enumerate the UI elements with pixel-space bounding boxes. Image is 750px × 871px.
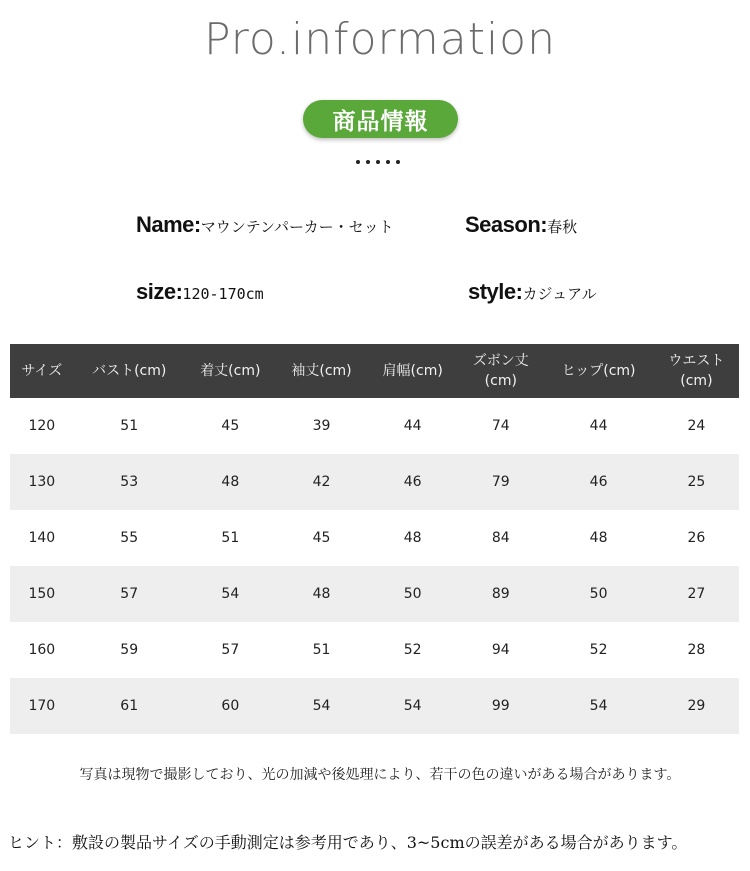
table-cell: 74	[458, 398, 543, 454]
table-cell: 57	[74, 566, 185, 622]
header-cell: 袖丈(cm)	[276, 344, 367, 398]
table-cell: 48	[543, 510, 653, 566]
table-cell: 50	[367, 566, 458, 622]
table-cell: 42	[276, 454, 367, 510]
header-cell: サイズ	[10, 344, 74, 398]
header-cell: ズボン丈 (cm)	[458, 344, 543, 398]
table-cell: 48	[185, 454, 276, 510]
section-badge-label: 商品情報	[332, 108, 429, 135]
table-cell: 51	[276, 622, 367, 678]
table-row	[10, 678, 739, 734]
table-cell: 140	[10, 510, 74, 566]
table-cell: 60	[185, 678, 276, 734]
section-badge	[303, 100, 458, 138]
header-cell: 肩幅(cm)	[367, 344, 458, 398]
table-cell: 59	[74, 622, 185, 678]
attr-size-key: size:	[136, 279, 183, 304]
table-cell: 26	[654, 510, 739, 566]
table-cell: 89	[458, 566, 543, 622]
table-cell: 54	[185, 566, 276, 622]
table-cell: 51	[74, 398, 185, 454]
attr-style	[468, 279, 597, 305]
table-cell: 27	[654, 566, 739, 622]
table-cell: 57	[185, 622, 276, 678]
table-cell: 45	[276, 510, 367, 566]
header-cell: バスト(cm)	[74, 344, 185, 398]
table-cell: 99	[458, 678, 543, 734]
table-cell: 150	[10, 566, 74, 622]
dot	[396, 160, 400, 164]
table-row	[10, 398, 739, 454]
table-cell: 44	[543, 398, 653, 454]
attr-size-value: 120-170cm	[182, 285, 264, 303]
table-cell: 48	[276, 566, 367, 622]
table-cell: 54	[543, 678, 653, 734]
table-cell: 25	[654, 454, 739, 510]
table-row	[10, 622, 739, 678]
header-cell: 着丈(cm)	[185, 344, 276, 398]
attr-season-value: 春秋	[547, 218, 578, 236]
size-table-header	[10, 344, 739, 398]
table-cell: 46	[367, 454, 458, 510]
table-cell: 51	[185, 510, 276, 566]
table-cell: 120	[10, 398, 74, 454]
table-cell: 50	[543, 566, 653, 622]
dot	[356, 160, 360, 164]
dots-divider	[356, 160, 400, 164]
table-cell: 24	[654, 398, 739, 454]
table-cell: 160	[10, 622, 74, 678]
attr-season-key: Season:	[465, 212, 548, 237]
table-cell: 48	[367, 510, 458, 566]
dot	[386, 160, 390, 164]
table-cell: 39	[276, 398, 367, 454]
attr-name	[136, 212, 394, 238]
page-title: Pro.information	[204, 14, 556, 65]
table-cell: 79	[458, 454, 543, 510]
table-cell: 94	[458, 622, 543, 678]
header-cell: ウエスト (cm)	[654, 344, 739, 398]
attr-name-value: マウンテンパーカー・セット	[200, 218, 394, 236]
table-cell: 55	[74, 510, 185, 566]
table-cell: 54	[367, 678, 458, 734]
table-cell: 61	[74, 678, 185, 734]
dot	[366, 160, 370, 164]
table-cell: 130	[10, 454, 74, 510]
table-row	[10, 454, 739, 510]
attr-size	[136, 279, 264, 305]
hint-note: ヒント：敷設の製品サイズの手動測定は参考用であり、3~5cmの誤差がある場合があります。	[8, 833, 688, 852]
photo-note: 写真は現物で撮影しており、光の加減や後処理により、若干の色の違いがある場合があります。	[79, 767, 681, 783]
attr-name-key: Name:	[136, 212, 201, 237]
table-row	[10, 510, 739, 566]
table-cell: 54	[276, 678, 367, 734]
table-cell: 44	[367, 398, 458, 454]
table-row	[10, 566, 739, 622]
attr-season	[465, 212, 577, 238]
table-cell: 52	[367, 622, 458, 678]
table-cell: 45	[185, 398, 276, 454]
table-cell: 170	[10, 678, 74, 734]
attr-style-value: カジュアル	[522, 285, 597, 303]
size-table	[10, 344, 739, 734]
table-cell: 29	[654, 678, 739, 734]
table-cell: 84	[458, 510, 543, 566]
dot	[376, 160, 380, 164]
table-cell: 53	[74, 454, 185, 510]
table-cell: 28	[654, 622, 739, 678]
table-cell: 46	[543, 454, 653, 510]
header-cell: ヒップ(cm)	[543, 344, 653, 398]
attr-style-key: style:	[468, 279, 523, 304]
table-cell: 52	[543, 622, 653, 678]
